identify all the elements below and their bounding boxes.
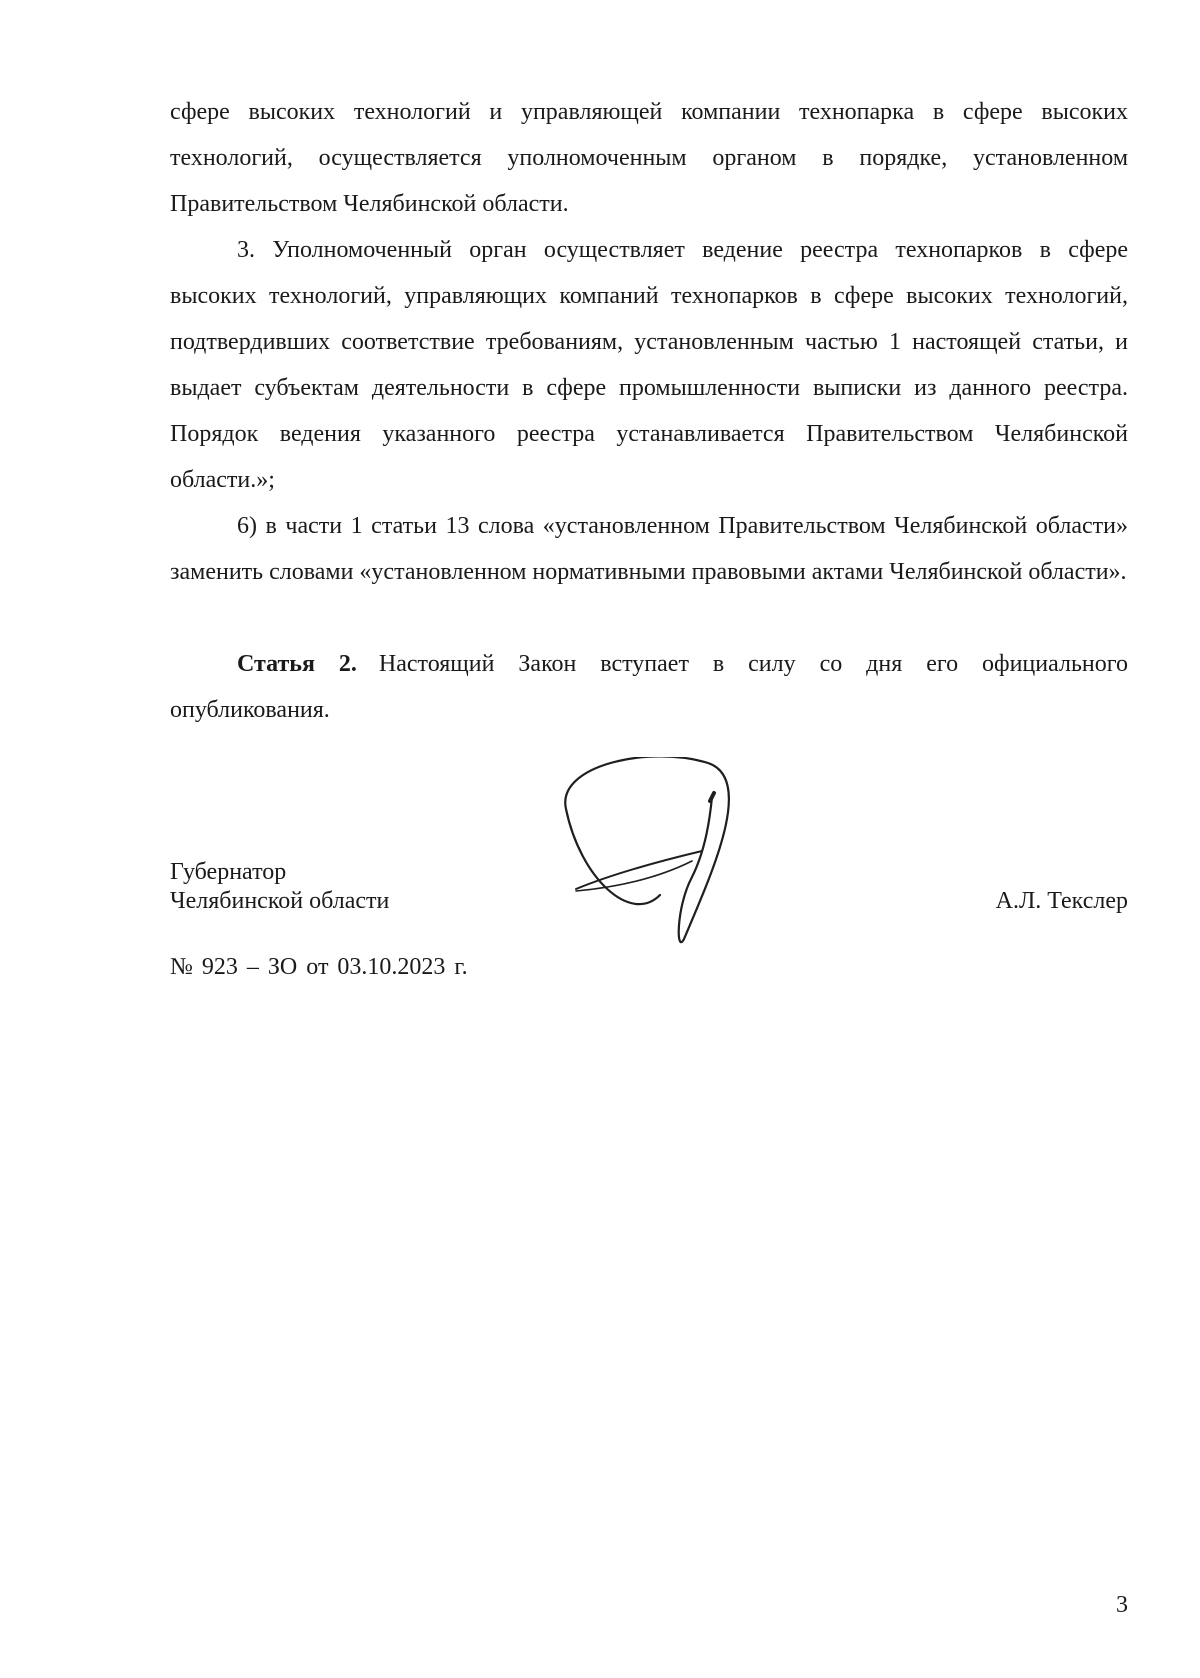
paragraph-item-6: 6) в части 1 статьи 13 слова «установленном Правительством Челябинской области» заменить словами «установленном нормативными правовыми актами Челябинской области».: [170, 513, 1128, 585]
paragraph-item-3: 3. Уполномоченный орган осуществляет ведение реестра технопарков в сфере высоких технологий, управляющих компаний технопарков в сфере высоких технологий, подтвердивших соответствие требованиям, установленным частью 1 настоящей статьи, и выдает субъектам деятельности в сфере промышленности выписки из данного реестра. Порядок ведения указанного реестра устанавливается Правительством Челябинской области.»;: [170, 237, 1128, 493]
signatory-name: А.Л. Текслер: [995, 888, 1128, 914]
article-2: [170, 641, 1128, 733]
signatory-position-line1: Губернатор: [170, 859, 287, 885]
page-number: 3: [1116, 1592, 1128, 1618]
paragraph-continuation: сфере высоких технологий и управляющей компании технопарка в сфере высоких технологий, осуществляется уполномоченным органом в порядке, установленном Правительством Челябинской области.: [170, 99, 1128, 217]
signatory-position-line2: Челябинской области: [170, 888, 390, 914]
handwritten-signature: [560, 757, 780, 955]
article-2-text: Настоящий Закон вступает в силу со дня его официального опубликования.: [170, 651, 1128, 723]
law-number: № 923 – ЗО от 03.10.2023 г.: [170, 954, 468, 980]
signatory-position: [170, 858, 389, 916]
article-2-title: Статья 2.: [237, 651, 357, 677]
document-body: [170, 89, 1128, 733]
